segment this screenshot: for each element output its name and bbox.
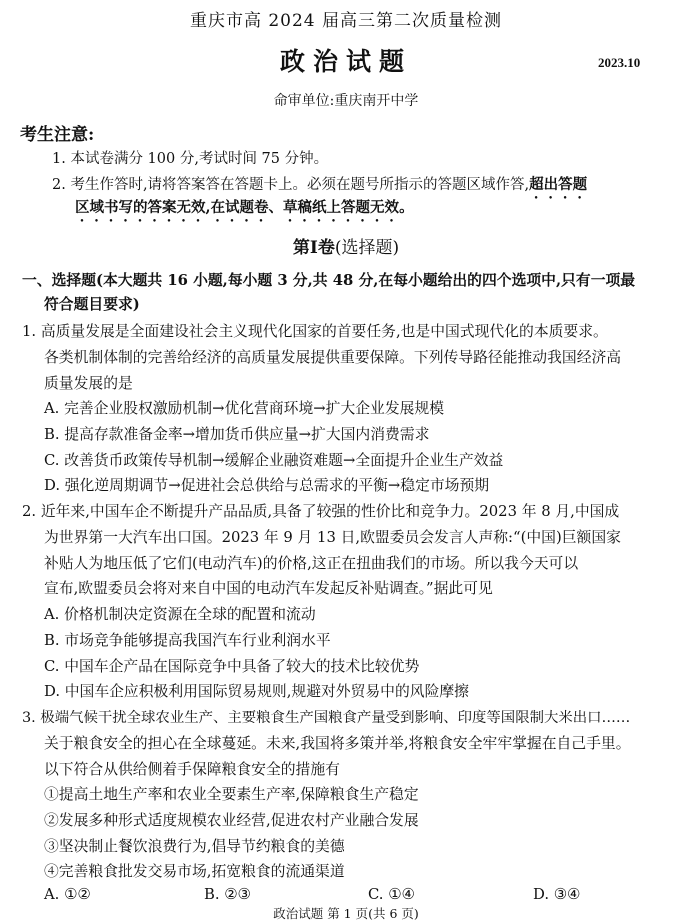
q3-statement-3: ③坚决制止餐饮浪费行为,倡导节约粮食的美德 — [44, 838, 345, 855]
notice-period: 。 — [399, 199, 414, 216]
q3-stem-2: 关于粮食安全的担心在全球蔓延。未来,我国将多策并举,将粮食安全牢牢掌握在自己手里。 — [44, 735, 631, 752]
notice-emphasis-b: 在试题卷、草稿纸上答题无效 — [210, 199, 400, 216]
section-title — [0, 233, 692, 258]
q3-statement-1: ①提高土地生产率和农业全要素生产率,保障粮食生产稳定 — [44, 786, 419, 803]
notice-item-1: 1. 本试卷满分 100 分,考试时间 75 分钟。 — [52, 151, 329, 167]
q3-answer-c: C. ①④ — [368, 886, 415, 903]
q1-option-a: A. 完善企业股权激励机制→优化营商环境→扩大企业发展规模 — [44, 400, 445, 417]
q3-stem-3: 以下符合从供给侧着手保障粮食安全的措施有 — [44, 761, 340, 778]
instructions-line-1: 一、选择题(本大题共 16 小题,每小题 3 分,共 48 分,在每小题给出的四个选项中,只有一项最 — [22, 272, 636, 289]
q2-stem-1: 2. 近年来,中国车企不断提升产品品质,具备了较强的性价比和竞争力。2023 年 8 月,中国成 — [22, 503, 620, 520]
notice-emphasis-a: 区域书写的答案无效 — [75, 199, 206, 216]
q3-statement-4: ④完善粮食批发交易市场,拓宽粮食的流通渠道 — [44, 863, 345, 880]
q2-stem-4: 宣布,欧盟委员会将对来自中国的电动汽车发起反补贴调查。”据此可见 — [44, 580, 493, 597]
notice-item-2-emphasis: 超出答题 — [529, 176, 588, 193]
q3-answer-a: A. ①② — [44, 886, 91, 903]
q3-answer-b: B. ②③ — [204, 886, 251, 903]
q3-statement-2: ②发展多种形式适度规模农业经营,促进农村产业融合发展 — [44, 812, 419, 829]
q1-option-c: C. 改善货币政策传导机制→缓解企业融资难题→全面提升企业生产效益 — [44, 452, 504, 469]
maker-unit: 命审单位:重庆南开中学 — [273, 93, 419, 109]
q3-answer-d: D. ③④ — [533, 886, 581, 903]
instructions-line-2: 符合题目要求) — [44, 296, 140, 313]
q2-option-d: D. 中国车企应积极利用国际贸易规则,规避对外贸易中的风险摩擦 — [44, 683, 469, 700]
section-title-rest: (选择题) — [334, 238, 400, 258]
q1-option-d: D. 强化逆周期调节→促进社会总供给与总需求的平衡→稳定市场预期 — [44, 477, 490, 494]
q2-stem-3: 补贴人为地压低了它们(电动汽车)的价格,这正在扭曲我们的市场。所以我今天可以 — [44, 555, 579, 572]
q3-stem-1: 3. 极端气候干扰全球农业生产、主要粮食生产国粮食产量受到影响、印度等国限制大米出口…… — [22, 710, 631, 726]
notice-comma: , — [205, 199, 211, 216]
exam-name: 重庆市高 2024 届高三第二次质量检测 — [189, 11, 503, 31]
notice-item-2-line-2 — [75, 196, 414, 225]
q2-option-a: A. 价格机制决定资源在全球的配置和流动 — [44, 606, 316, 623]
q1-stem-3: 质量发展的是 — [44, 375, 133, 392]
q2-option-c: C. 中国车企产品在国际竞争中具备了较大的技术比较优势 — [44, 658, 420, 675]
page-footer: 政治试题 第 1 页(共 6 页) — [273, 906, 419, 921]
notice-title: 考生注意: — [20, 125, 95, 145]
subject-title: 政治试题 — [279, 47, 412, 76]
q1-stem-1: 1. 高质量发展是全面建设社会主义现代化国家的首要任务,也是中国式现代化的本质要求。 — [22, 323, 608, 340]
q1-stem-2: 各类机制体制的完善给经济的高质量发展提供重要保障。下列传导路径能推动我国经济高 — [44, 349, 622, 366]
notice-item-2-text: 2. 考生作答时,请将答案答在答题卡上。必须在题号所指示的答题区域作答, — [52, 177, 530, 193]
q2-option-b: B. 市场竞争能够提高我国汽车行业利润水平 — [44, 632, 331, 649]
section-title-bold: 第Ⅰ卷 — [292, 238, 335, 258]
q1-option-b: B. 提高存款准备金率→增加货币供应量→扩大国内消费需求 — [44, 426, 430, 443]
q2-stem-2: 为世界第一大汽车出口国。2023 年 9 月 13 日,欧盟委员会发言人声称:“(中国)巨额国家 — [44, 529, 621, 546]
exam-date: 2023.10 — [598, 55, 641, 70]
